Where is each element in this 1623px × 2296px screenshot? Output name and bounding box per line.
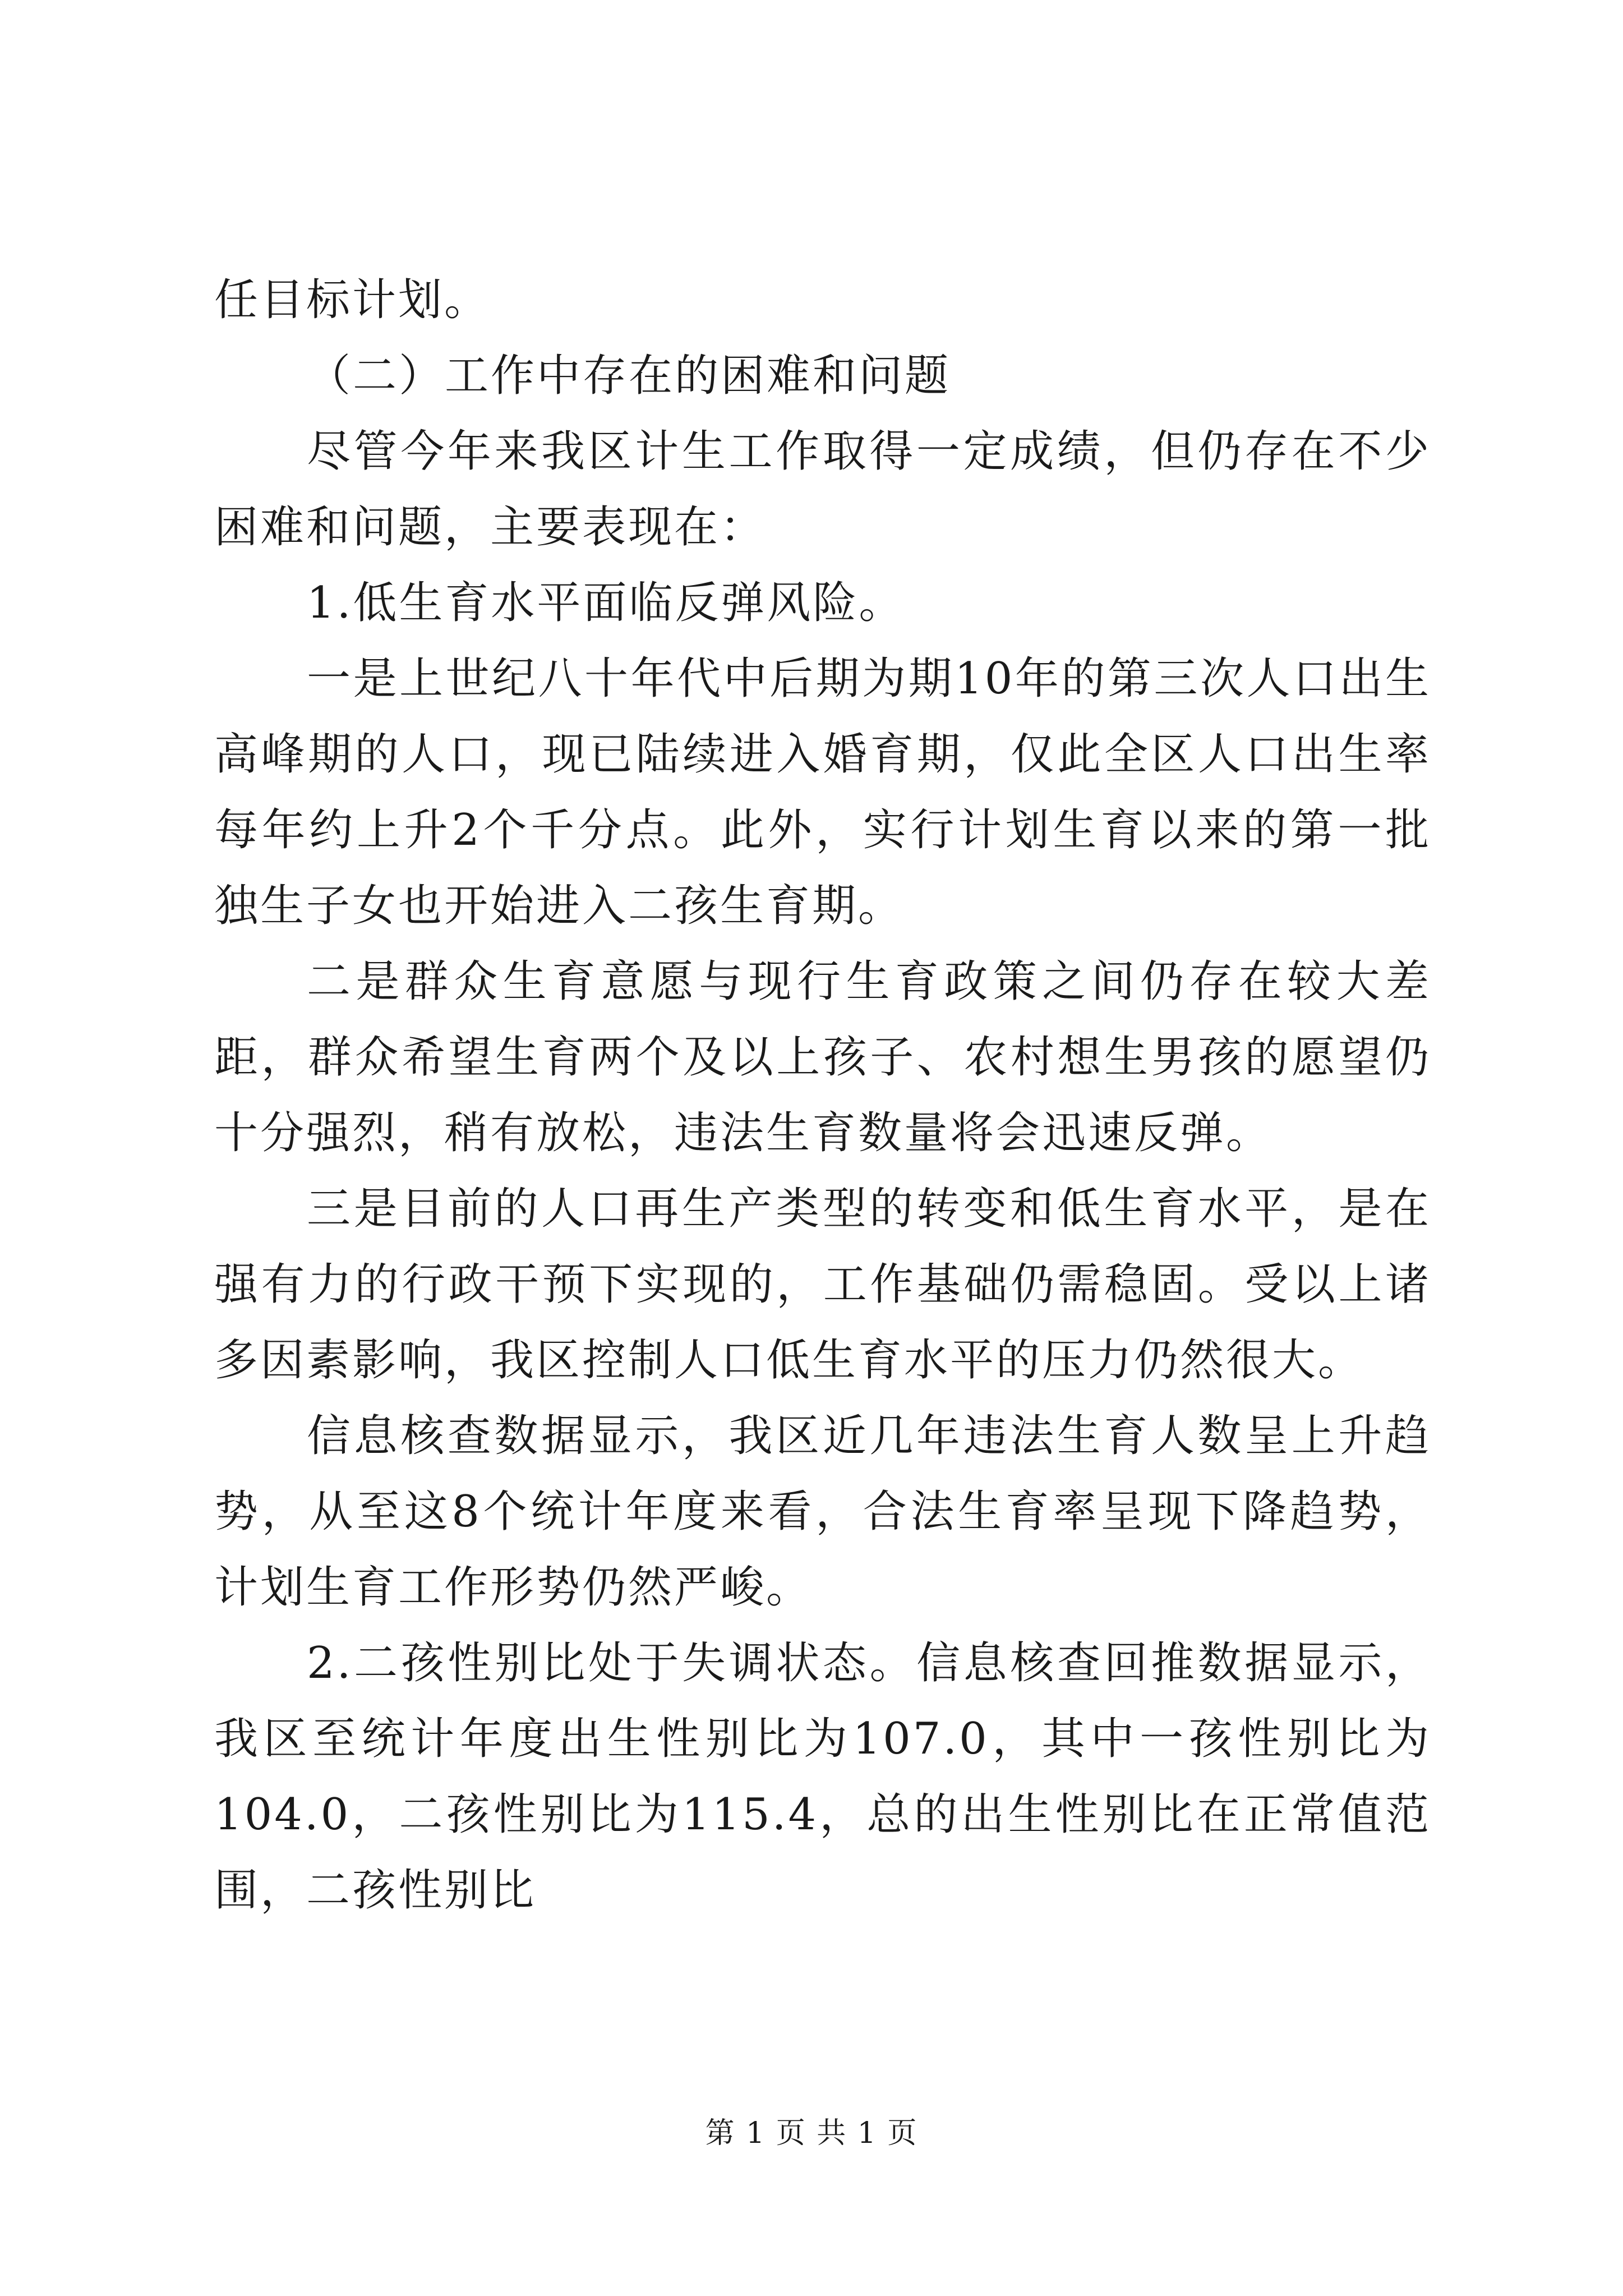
- paragraph-point-1: 一是上世纪八十年代中后期为期10年的第三次人口出生高峰期的人口，现已陆续进入婚育期，仅此全区人口出生率每年约上升2个千分点。此外，实行计划生育以来的第一批独生子女也开始进入二孩生育期。: [214, 654, 1431, 931]
- paragraph-data-summary: 信息核查数据显示，我区近几年违法生育人数呈上升趋势，从至这8个统计年度来看，合法生育率呈现下降趋势，计划生育工作形势仍然严峻。: [214, 1411, 1431, 1613]
- subsection-heading-2: 2.二孩性别比处于失调状态。信息核查回推数据显示，我区至统计年度出生性别比为107.0，其中一孩性别比为104.0，二孩性别比为115.4，总的出生性别比在正常值范围，二孩性别比: [214, 1638, 1431, 1916]
- page-footer: [0, 2109, 1623, 2151]
- document-body: [214, 263, 1431, 1929]
- paragraph-point-3: 三是目前的人口再生产类型的转变和低生育水平，是在强有力的行政干预下实现的，工作基础仍需稳固。受以上诸多因素影响，我区控制人口低生育水平的压力仍然很大。: [214, 1184, 1431, 1386]
- paragraph-continuation: 任目标计划。: [214, 275, 491, 325]
- paragraph-point-2: 二是群众生育意愿与现行生育政策之间仍存在较大差距，群众希望生育两个及以上孩子、农村想生男孩的愿望仍十分强烈，稍有放松，违法生育数量将会迅速反弹。: [214, 956, 1431, 1158]
- page-number-label: 第 1 页 共 1 页: [705, 2116, 918, 2150]
- paragraph-intro: 尽管今年来我区计生工作取得一定成绩，但仍存在不少困难和问题，主要表现在：: [214, 426, 1431, 553]
- section-heading: （二）工作中存在的困难和问题: [307, 351, 951, 401]
- subsection-heading-1: 1.低生育水平面临反弹风险。: [307, 578, 905, 628]
